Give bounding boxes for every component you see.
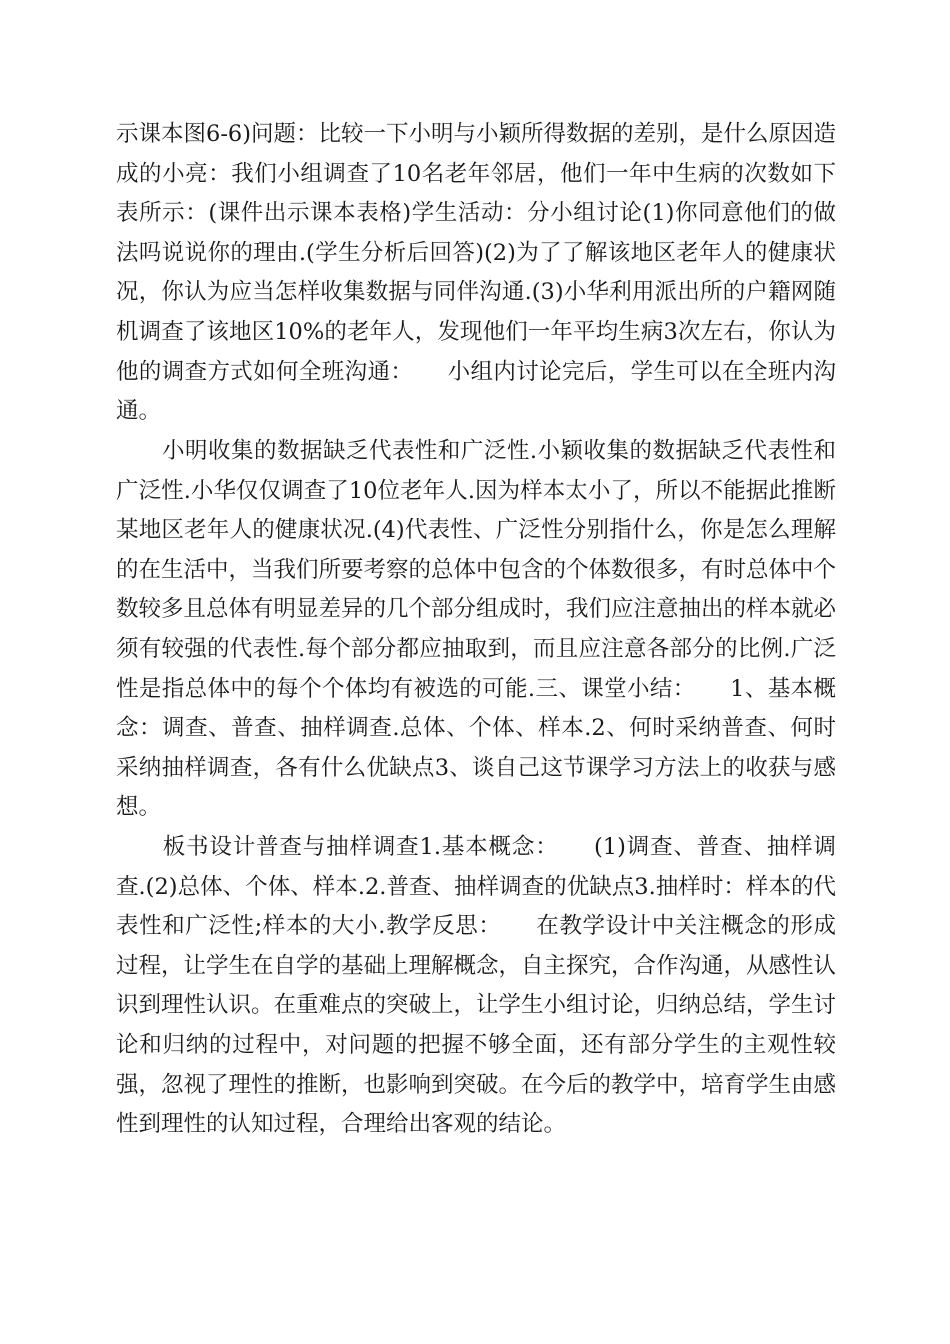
paragraph-3: 板书设计普查与抽样调查1.基本概念： (1)调查、普查、抽样调查.(2)总体、个体、样本.2.普查、抽样调查的优缺点3.抽样时：样本的代表性和广泛性;样本的大小.教学反思： 在教学设计中关注概念的形成过程，让学生在自学的基础上理解概念，自主探究，合作沟通，从感性认识到理性认识。在重难点的突破上，让学生小组讨论，归纳总结，学生讨论和归纳的过程中，对问题的把握不够全面，还有部分学生的主观性较强，忽视了理性的推断，也影响到突破。在今后的教学中，培育学生由感性到理性的认知过程，合理给出客观的结论。 (116, 834, 837, 1138)
paragraph-2: 小明收集的数据缺乏代表性和广泛性.小颖收集的数据缺乏代表性和广泛性.小华仅仅调查了10位老年人.因为样本太小了，所以不能据此推断某地区老年人的健康状况.(4)代表性、广泛性分别指什么，你是怎么理解的在生活中，当我们所要考察的总体中包含的个体数很多，有时总体中个数较多且总体有明显差异的几个部分组成时，我们应注意抽出的样本就必须有较强的代表性.每个部分都应抽取到，而且应注意各部分的比例.广泛性是指总体中的每个个体均有被选的可能.三、课堂小结： 1、基本概念：调查、普查、抽样调查.总体、个体、样本.2、何时采纳普查、何时采纳抽样调查，各有什么优缺点3、谈自己这节课学习方法上的收获与感想。 (116, 438, 837, 821)
paragraph-1: 示课本图6-6)问题：比较一下小明与小颖所得数据的差别，是什么原因造成的小亮：我们小组调查了10名老年邻居，他们一年中生病的次数如下表所示：(课件出示课本表格)学生活动：分小组讨论(1)你同意他们的做法吗说说你的理由.(学生分析后回答)(2)为了了解该地区老年人的健康状况，你认为应当怎样收集数据与同伴沟通.(3)小华利用派出所的户籍网随机调查了该地区10%的老年人，发现他们一年平均生病3次左右，你认为他的调查方式如何全班沟通： 小组内讨论完后，学生可以在全班内沟通。 (116, 121, 837, 425)
